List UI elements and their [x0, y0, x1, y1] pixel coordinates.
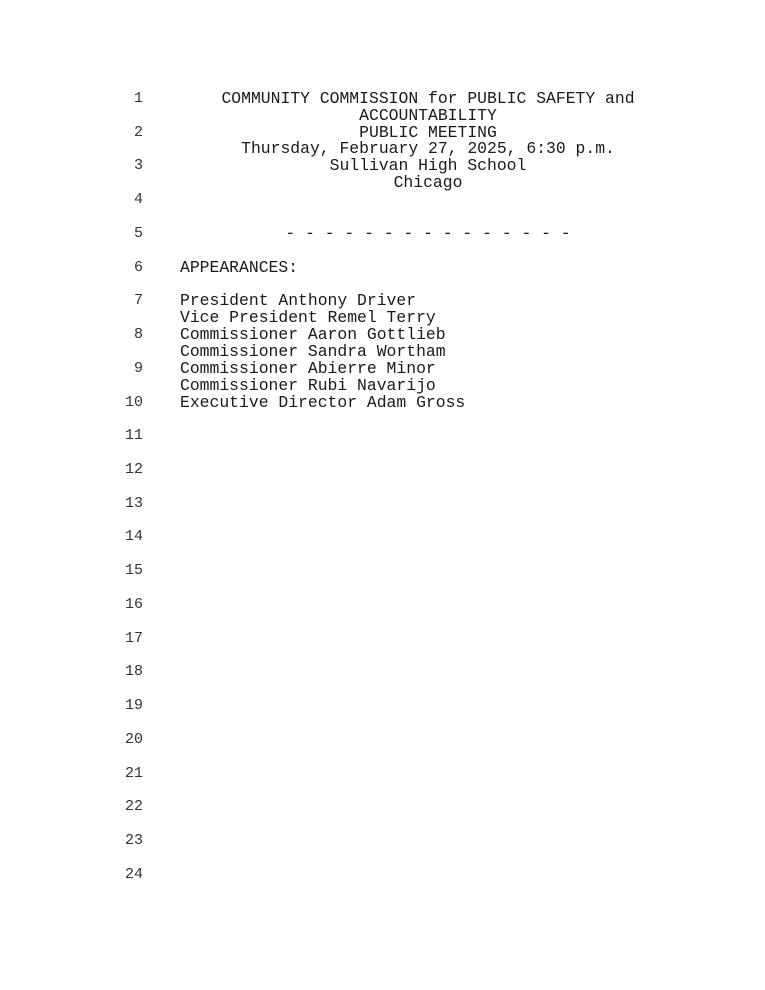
line-number: 22	[124, 798, 143, 815]
line-number: 23	[124, 832, 143, 849]
appearance-item: Commissioner Sandra Wortham	[180, 342, 446, 361]
appearances-heading: APPEARANCES:	[180, 258, 299, 277]
appearance-item: Vice President Remel Terry	[180, 308, 436, 327]
line-number: 3	[133, 157, 143, 174]
line-number: 21	[124, 765, 143, 782]
line-number: 4	[133, 191, 143, 208]
title-line-commission: COMMUNITY COMMISSION for PUBLIC SAFETY and	[221, 89, 635, 108]
title-line-accountability: ACCOUNTABILITY	[359, 106, 497, 125]
line-number: 1	[133, 90, 143, 107]
line-number: 24	[124, 866, 143, 883]
line-number: 7	[133, 292, 143, 309]
line-number: 12	[124, 461, 143, 478]
meeting-location: Sullivan High School	[329, 156, 527, 175]
meeting-date: Thursday, February 27, 2025, 6:30 p.m.	[241, 139, 615, 158]
line-number: 11	[124, 427, 143, 444]
line-number: 6	[133, 259, 143, 276]
line-number: 5	[133, 225, 143, 242]
separator-dashes: - - - - - - - - - - - - - - -	[285, 224, 571, 243]
line-number: 19	[124, 697, 143, 714]
appearance-item: President Anthony Driver	[180, 291, 417, 310]
line-number: 10	[124, 394, 143, 411]
line-number: 15	[124, 562, 143, 579]
line-number: 17	[124, 630, 143, 647]
line-number: 8	[133, 326, 143, 343]
appearance-item: Commissioner Rubi Navarijo	[180, 376, 436, 395]
line-number: 14	[124, 528, 143, 545]
line-number: 18	[124, 663, 143, 680]
line-number: 2	[133, 124, 143, 141]
appearance-item: Commissioner Abierre Minor	[180, 359, 436, 378]
line-number: 20	[124, 731, 143, 748]
line-number: 13	[124, 495, 143, 512]
meeting-city: Chicago	[393, 173, 463, 192]
title-line-public-meeting: PUBLIC MEETING	[359, 123, 497, 142]
line-number: 16	[124, 596, 143, 613]
appearance-item: Executive Director Adam Gross	[180, 393, 466, 412]
appearance-item: Commissioner Aaron Gottlieb	[180, 325, 446, 344]
line-number: 9	[133, 360, 143, 377]
